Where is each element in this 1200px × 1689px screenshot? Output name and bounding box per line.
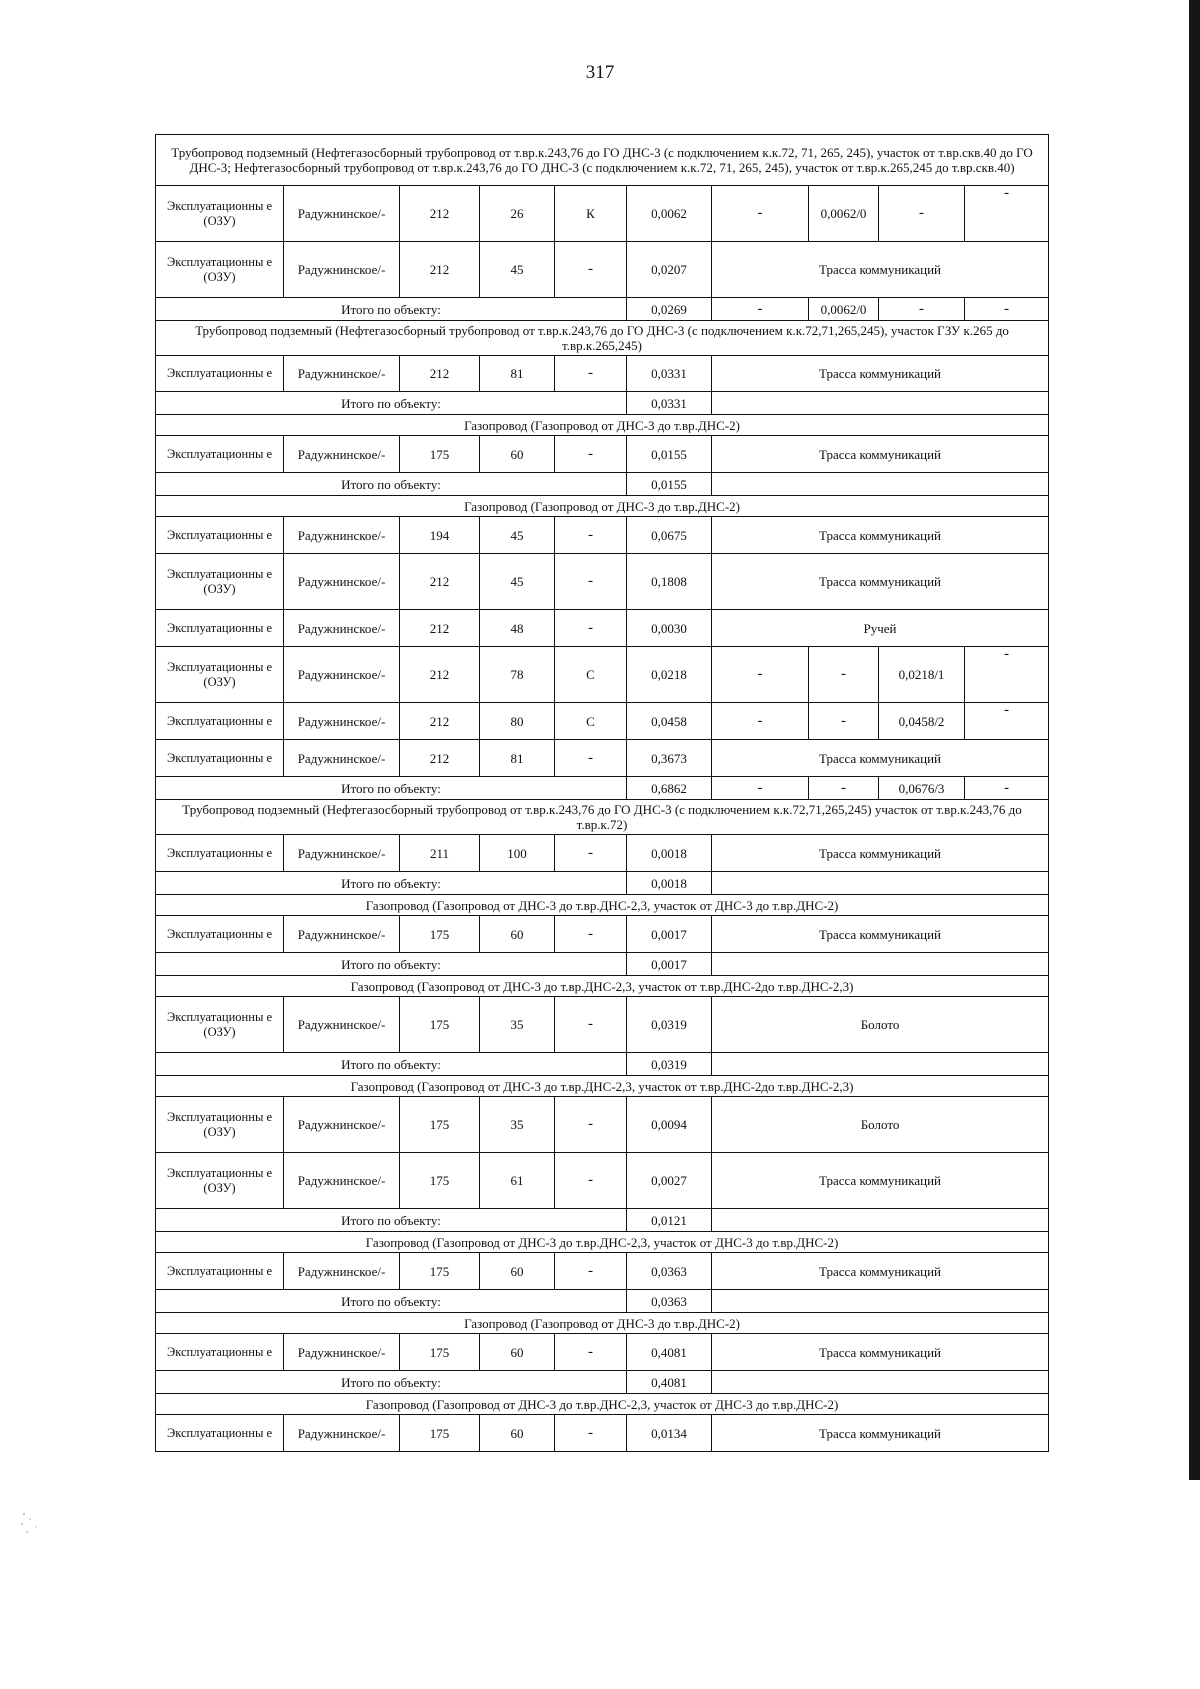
value-cell: -: [809, 647, 879, 703]
value-cell: -: [879, 298, 965, 321]
land-type-cell: Трасса коммуникаций: [712, 835, 1049, 872]
value-cell: 0,0218/1: [879, 647, 965, 703]
allotment-cell: 60: [480, 1415, 555, 1452]
area-cell: 0,0458: [627, 703, 712, 740]
total-area: 0,0269: [627, 298, 712, 321]
total-area: 0,0155: [627, 473, 712, 496]
area-cell: 0,0134: [627, 1415, 712, 1452]
area-cell: 0,0094: [627, 1097, 712, 1153]
land-type-cell: Болото: [712, 1097, 1049, 1153]
area-cell: 0,0331: [627, 356, 712, 392]
section-title: Газопровод (Газопровод от ДНС-3 до т.вр.ДНС-2): [156, 1313, 1049, 1334]
category-cell: Эксплуатационны е: [156, 436, 284, 473]
section-title: Трубопровод подземный (Нефтегазосборный трубопровод от т.вр.к.243,76 до ГО ДНС-3 (с подключением к.к.72, 71, 265, 245), участок от т.вр.скв.40 до ГО ДНС-3; Нефтегазосборный трубопровод от т.вр.к.243,76 до ГО ДНС-3 (с подключением к.к.72, 71, 265, 245), участок от т.вр.к.265,245 до т.вр.скв.40): [156, 135, 1049, 186]
total-area: 0,0121: [627, 1209, 712, 1232]
section-row: [156, 415, 1049, 436]
type-cell: С: [555, 703, 627, 740]
total-row: [156, 953, 1049, 976]
land-type-cell: Трасса коммуникаций: [712, 916, 1049, 953]
total-label: Итого по объекту:: [156, 1209, 627, 1232]
value-cell: -: [965, 186, 1049, 242]
type-cell: -: [555, 436, 627, 473]
type-cell: -: [555, 1153, 627, 1209]
total-label: Итого по объекту:: [156, 777, 627, 800]
total-label: Итого по объекту:: [156, 298, 627, 321]
district-cell: Радужнинское/-: [284, 647, 400, 703]
district-cell: Радужнинское/-: [284, 1097, 400, 1153]
quarter-cell: 175: [400, 1097, 480, 1153]
section-row: [156, 1313, 1049, 1334]
value-cell: -: [712, 647, 809, 703]
section-title: Трубопровод подземный (Нефтегазосборный трубопровод от т.вр.к.243,76 до ГО ДНС-3 (с подключением к.к.72,71,265,245) участок от т.вр.к.243,76 до т.вр.к.72): [156, 800, 1049, 835]
category-cell: Эксплуатационны е: [156, 740, 284, 777]
category-cell: Эксплуатационны е: [156, 610, 284, 647]
table-row: [156, 186, 1049, 242]
total-label: Итого по объекту:: [156, 1371, 627, 1394]
quarter-cell: 212: [400, 356, 480, 392]
category-cell: Эксплуатационны е (ОЗУ): [156, 242, 284, 298]
allotment-cell: 45: [480, 554, 555, 610]
value-cell: -: [712, 186, 809, 242]
category-cell: Эксплуатационны е: [156, 1334, 284, 1371]
table-row: [156, 554, 1049, 610]
quarter-cell: 212: [400, 740, 480, 777]
empty-cell: [712, 1053, 1049, 1076]
total-area: 0,0017: [627, 953, 712, 976]
area-cell: 0,4081: [627, 1334, 712, 1371]
scan-noise-marks: [18, 1510, 48, 1540]
value-cell: -: [965, 777, 1049, 800]
value-cell: -: [965, 703, 1049, 740]
quarter-cell: 212: [400, 554, 480, 610]
quarter-cell: 194: [400, 517, 480, 554]
table-row: [156, 740, 1049, 777]
empty-cell: [712, 392, 1049, 415]
category-cell: Эксплуатационны е: [156, 356, 284, 392]
table-row: [156, 356, 1049, 392]
district-cell: Радужнинское/-: [284, 242, 400, 298]
area-cell: 0,0018: [627, 835, 712, 872]
value-cell: -: [712, 703, 809, 740]
total-row: [156, 392, 1049, 415]
quarter-cell: 212: [400, 610, 480, 647]
section-title: Трубопровод подземный (Нефтегазосборный трубопровод от т.вр.к.243,76 до ГО ДНС-3 (с подключением к.к.72,71,265,245), участок ГЗУ к.265 до т.вр.к.265,245): [156, 321, 1049, 356]
empty-cell: [712, 953, 1049, 976]
total-area: 0,0331: [627, 392, 712, 415]
allotment-cell: 81: [480, 740, 555, 777]
type-cell: -: [555, 242, 627, 298]
land-type-cell: Трасса коммуникаций: [712, 1153, 1049, 1209]
total-row: [156, 1290, 1049, 1313]
district-cell: Радужнинское/-: [284, 186, 400, 242]
land-type-cell: Трасса коммуникаций: [712, 356, 1049, 392]
value-cell: -: [712, 777, 809, 800]
empty-cell: [712, 872, 1049, 895]
category-cell: Эксплуатационны е (ОЗУ): [156, 186, 284, 242]
allotment-cell: 78: [480, 647, 555, 703]
land-type-cell: Трасса коммуникаций: [712, 436, 1049, 473]
type-cell: -: [555, 1415, 627, 1452]
district-cell: Радужнинское/-: [284, 517, 400, 554]
empty-cell: [712, 1290, 1049, 1313]
total-row: [156, 1371, 1049, 1394]
land-type-cell: Трасса коммуникаций: [712, 242, 1049, 298]
category-cell: Эксплуатационны е (ОЗУ): [156, 1097, 284, 1153]
quarter-cell: 212: [400, 242, 480, 298]
land-type-cell: Ручей: [712, 610, 1049, 647]
district-cell: Радужнинское/-: [284, 1415, 400, 1452]
allotment-cell: 35: [480, 997, 555, 1053]
category-cell: Эксплуатационны е: [156, 916, 284, 953]
land-type-cell: Трасса коммуникаций: [712, 1415, 1049, 1452]
quarter-cell: 212: [400, 703, 480, 740]
land-type-cell: Трасса коммуникаций: [712, 740, 1049, 777]
quarter-cell: 212: [400, 647, 480, 703]
table-row: [156, 647, 1049, 703]
section-title: Газопровод (Газопровод от ДНС-3 до т.вр.ДНС-2): [156, 496, 1049, 517]
district-cell: Радужнинское/-: [284, 703, 400, 740]
allotment-cell: 48: [480, 610, 555, 647]
type-cell: К: [555, 186, 627, 242]
allotment-cell: 100: [480, 835, 555, 872]
total-row: [156, 1209, 1049, 1232]
type-cell: -: [555, 1253, 627, 1290]
area-cell: 0,3673: [627, 740, 712, 777]
district-cell: Радужнинское/-: [284, 356, 400, 392]
section-row: [156, 895, 1049, 916]
quarter-cell: 175: [400, 1415, 480, 1452]
table-row: [156, 1253, 1049, 1290]
category-cell: Эксплуатационны е: [156, 1415, 284, 1452]
section-row: [156, 321, 1049, 356]
section-title: Газопровод (Газопровод от ДНС-3 до т.вр.ДНС-2): [156, 415, 1049, 436]
value-cell: 0,0062/0: [809, 186, 879, 242]
section-title: Газопровод (Газопровод от ДНС-3 до т.вр.ДНС-2,3, участок от ДНС-3 до т.вр.ДНС-2): [156, 895, 1049, 916]
section-row: [156, 496, 1049, 517]
category-cell: Эксплуатационны е (ОЗУ): [156, 554, 284, 610]
type-cell: -: [555, 1334, 627, 1371]
quarter-cell: 211: [400, 835, 480, 872]
table-row: [156, 1153, 1049, 1209]
section-row: [156, 1232, 1049, 1253]
total-row: [156, 298, 1049, 321]
land-type-cell: Трасса коммуникаций: [712, 517, 1049, 554]
table-row: [156, 1415, 1049, 1452]
allotment-cell: 81: [480, 356, 555, 392]
district-cell: Радужнинское/-: [284, 740, 400, 777]
district-cell: Радужнинское/-: [284, 1334, 400, 1371]
district-cell: Радужнинское/-: [284, 1253, 400, 1290]
total-label: Итого по объекту:: [156, 1290, 627, 1313]
value-cell: -: [809, 703, 879, 740]
total-label: Итого по объекту:: [156, 872, 627, 895]
type-cell: -: [555, 356, 627, 392]
total-area: 0,0319: [627, 1053, 712, 1076]
scan-edge-shadow: [1189, 0, 1200, 1480]
type-cell: -: [555, 997, 627, 1053]
total-label: Итого по объекту:: [156, 953, 627, 976]
category-cell: Эксплуатационны е (ОЗУ): [156, 647, 284, 703]
district-cell: Радужнинское/-: [284, 916, 400, 953]
quarter-cell: 212: [400, 186, 480, 242]
value-cell: 0,0676/3: [879, 777, 965, 800]
area-cell: 0,0207: [627, 242, 712, 298]
table-row: [156, 835, 1049, 872]
district-cell: Радужнинское/-: [284, 835, 400, 872]
quarter-cell: 175: [400, 1253, 480, 1290]
land-type-cell: Трасса коммуникаций: [712, 1253, 1049, 1290]
type-cell: -: [555, 517, 627, 554]
section-row: [156, 135, 1049, 186]
area-cell: 0,0363: [627, 1253, 712, 1290]
category-cell: Эксплуатационны е (ОЗУ): [156, 1153, 284, 1209]
district-cell: Радужнинское/-: [284, 436, 400, 473]
total-area: 0,6862: [627, 777, 712, 800]
land-type-cell: Болото: [712, 997, 1049, 1053]
empty-cell: [712, 473, 1049, 496]
area-cell: 0,0017: [627, 916, 712, 953]
district-cell: Радужнинское/-: [284, 610, 400, 647]
allotment-cell: 60: [480, 436, 555, 473]
total-area: 0,4081: [627, 1371, 712, 1394]
area-cell: 0,1808: [627, 554, 712, 610]
category-cell: Эксплуатационны е (ОЗУ): [156, 997, 284, 1053]
allotment-cell: 35: [480, 1097, 555, 1153]
section-title: Газопровод (Газопровод от ДНС-3 до т.вр.ДНС-2,3, участок от т.вр.ДНС-2до т.вр.ДНС-2,3): [156, 976, 1049, 997]
allotment-cell: 61: [480, 1153, 555, 1209]
allotment-cell: 60: [480, 1334, 555, 1371]
area-cell: 0,0319: [627, 997, 712, 1053]
page-number: 317: [585, 62, 615, 83]
quarter-cell: 175: [400, 1153, 480, 1209]
value-cell: 0,0458/2: [879, 703, 965, 740]
category-cell: Эксплуатационны е: [156, 835, 284, 872]
section-title: Газопровод (Газопровод от ДНС-3 до т.вр.ДНС-2,3, участок от ДНС-3 до т.вр.ДНС-2): [156, 1394, 1049, 1415]
allotment-cell: 45: [480, 517, 555, 554]
section-row: [156, 1076, 1049, 1097]
table-row: [156, 436, 1049, 473]
empty-cell: [712, 1371, 1049, 1394]
section-row: [156, 800, 1049, 835]
table-row: [156, 1334, 1049, 1371]
table-row: [156, 242, 1049, 298]
allotment-cell: 26: [480, 186, 555, 242]
type-cell: -: [555, 554, 627, 610]
type-cell: -: [555, 740, 627, 777]
type-cell: -: [555, 610, 627, 647]
table-row: [156, 610, 1049, 647]
category-cell: Эксплуатационны е: [156, 1253, 284, 1290]
allotment-cell: 60: [480, 916, 555, 953]
table-row: [156, 916, 1049, 953]
area-cell: 0,0030: [627, 610, 712, 647]
land-type-cell: Трасса коммуникаций: [712, 554, 1049, 610]
value-cell: 0,0062/0: [809, 298, 879, 321]
total-area: 0,0018: [627, 872, 712, 895]
area-cell: 0,0675: [627, 517, 712, 554]
type-cell: -: [555, 1097, 627, 1153]
value-cell: -: [965, 298, 1049, 321]
total-row: [156, 872, 1049, 895]
section-title: Газопровод (Газопровод от ДНС-3 до т.вр.ДНС-2,3, участок от т.вр.ДНС-2до т.вр.ДНС-2,3): [156, 1076, 1049, 1097]
district-cell: Радужнинское/-: [284, 997, 400, 1053]
quarter-cell: 175: [400, 436, 480, 473]
type-cell: -: [555, 835, 627, 872]
land-type-cell: Трасса коммуникаций: [712, 1334, 1049, 1371]
area-cell: 0,0027: [627, 1153, 712, 1209]
section-row: [156, 1394, 1049, 1415]
total-row: [156, 473, 1049, 496]
district-cell: Радужнинское/-: [284, 554, 400, 610]
quarter-cell: 175: [400, 1334, 480, 1371]
total-row: [156, 777, 1049, 800]
section-title: Газопровод (Газопровод от ДНС-3 до т.вр.ДНС-2,3, участок от ДНС-3 до т.вр.ДНС-2): [156, 1232, 1049, 1253]
value-cell: -: [879, 186, 965, 242]
value-cell: -: [712, 298, 809, 321]
district-cell: Радужнинское/-: [284, 1153, 400, 1209]
land-plots-table: [155, 134, 1049, 1452]
type-cell: С: [555, 647, 627, 703]
empty-cell: [712, 1209, 1049, 1232]
value-cell: -: [809, 777, 879, 800]
table-row: [156, 997, 1049, 1053]
total-area: 0,0363: [627, 1290, 712, 1313]
total-label: Итого по объекту:: [156, 392, 627, 415]
quarter-cell: 175: [400, 916, 480, 953]
category-cell: Эксплуатационны е: [156, 703, 284, 740]
type-cell: -: [555, 916, 627, 953]
area-cell: 0,0062: [627, 186, 712, 242]
area-cell: 0,0155: [627, 436, 712, 473]
allotment-cell: 45: [480, 242, 555, 298]
table-row: [156, 517, 1049, 554]
area-cell: 0,0218: [627, 647, 712, 703]
total-label: Итого по объекту:: [156, 473, 627, 496]
table-row: [156, 703, 1049, 740]
total-row: [156, 1053, 1049, 1076]
allotment-cell: 80: [480, 703, 555, 740]
category-cell: Эксплуатационны е: [156, 517, 284, 554]
value-cell: -: [965, 647, 1049, 703]
total-label: Итого по объекту:: [156, 1053, 627, 1076]
table-row: [156, 1097, 1049, 1153]
quarter-cell: 175: [400, 997, 480, 1053]
allotment-cell: 60: [480, 1253, 555, 1290]
section-row: [156, 976, 1049, 997]
